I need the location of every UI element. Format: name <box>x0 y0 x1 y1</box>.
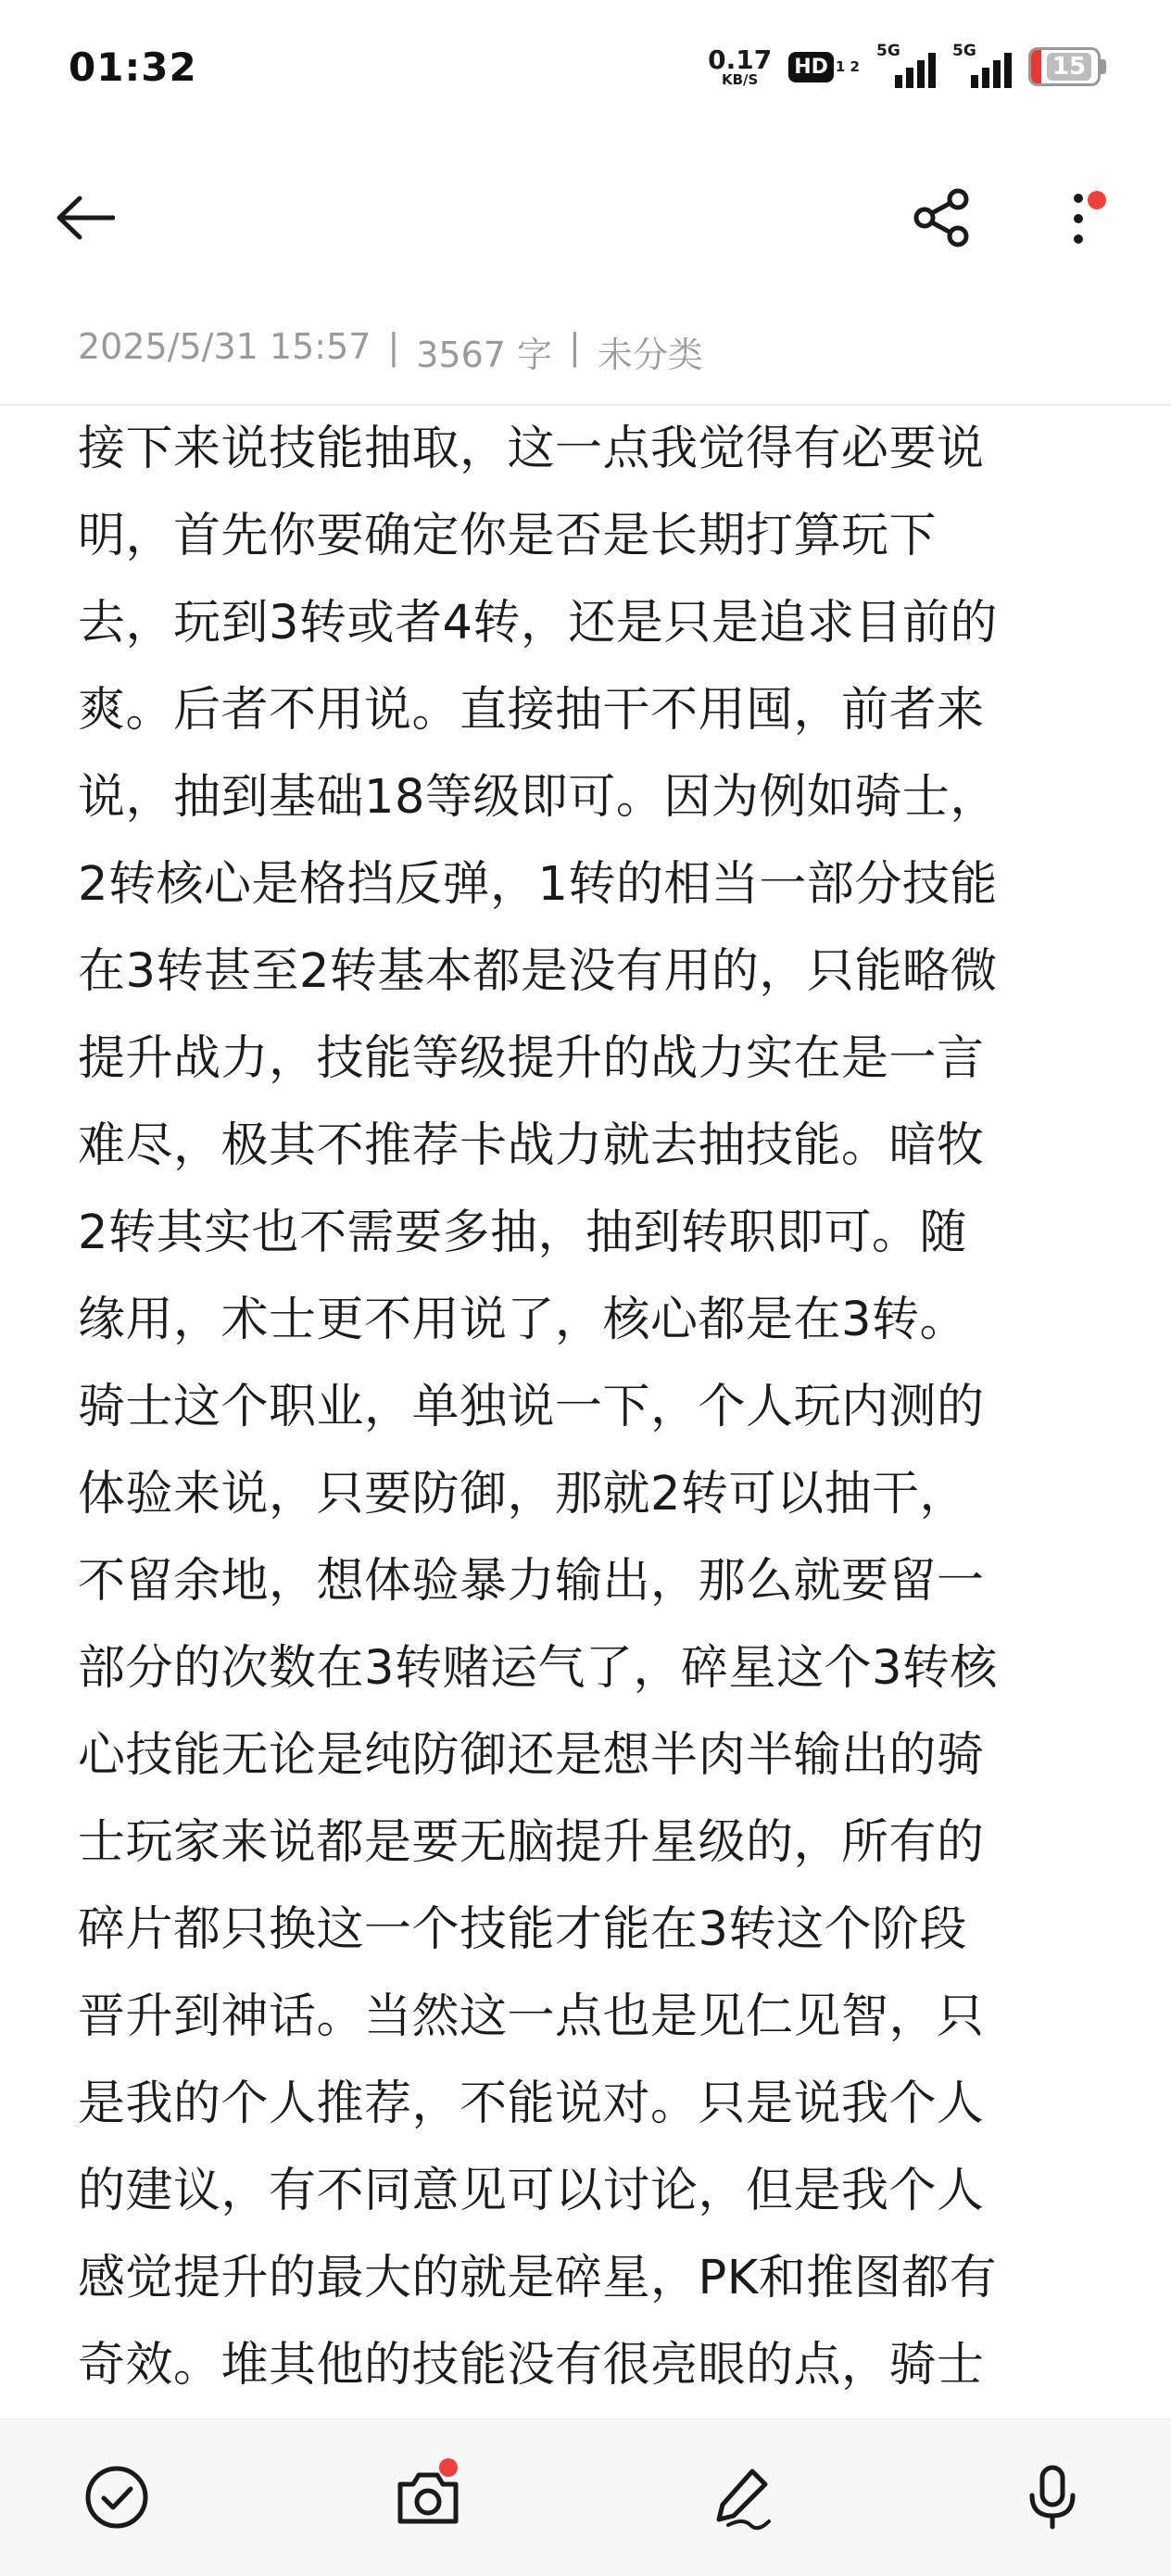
note-body-line: 是我的个人推荐，不能说对。只是说我个人 <box>78 2077 985 2131</box>
note-body-line: 接下来说技能抽取，这一点我觉得有必要说 <box>78 422 985 476</box>
sim2-label: 5G <box>952 42 976 60</box>
handwriting-button[interactable] <box>697 2451 789 2544</box>
camera-badge <box>439 2458 458 2477</box>
arrow-left-icon <box>56 195 115 241</box>
note-body-line: 缘用，术士更不用说了，核心都是在3转。 <box>78 1293 967 1347</box>
note-body-line: 的建议，有不同意见可以讨论，但是我个人 <box>78 2164 985 2218</box>
hd-label: HD <box>788 52 834 82</box>
note-body-line: 体验来说，只要防御，那就2转可以抽干， <box>78 1467 967 1522</box>
camera-icon <box>395 2468 461 2527</box>
note-date: 2025/5/31 15:57 <box>78 326 371 367</box>
note-body-line: 去，玩到3转或者4转，还是只是追求目前的 <box>78 596 998 650</box>
app-bar <box>0 167 1171 269</box>
note-body-line: 感觉提升的最大的就是碎星，PK和推图都有 <box>78 2251 998 2305</box>
note-body-line: 奇效。堆其他的技能没有很亮眼的点，骑士 <box>78 2338 985 2393</box>
signal-sim1-icon <box>876 42 936 88</box>
note-body-line: 明，首先你要确定你是否是长期打算玩下 <box>78 509 938 563</box>
note-body-line: 爽。后者不用说。直接抽干不用囤，前者来 <box>78 683 985 738</box>
back-button[interactable] <box>48 185 122 250</box>
status-bar <box>0 0 1171 139</box>
signal-sim2-icon <box>952 42 1012 88</box>
note-body-line: 骑士这个职业，单独说一下，个人玩内测的 <box>78 1380 985 1434</box>
note-body[interactable] <box>78 406 1097 2409</box>
share-button[interactable] <box>900 185 984 250</box>
note-category[interactable]: 未分类 <box>597 335 703 375</box>
hd-icon <box>788 52 860 82</box>
net-speed-unit: KB/S <box>721 70 759 88</box>
note-body-line: 说，抽到基础18等级即可。因为例如骑士， <box>78 770 998 825</box>
pen-icon <box>710 2464 776 2531</box>
note-body-line: 提升战力，技能等级提升的战力实在是一言 <box>78 1031 985 1086</box>
notification-dot <box>1088 191 1106 209</box>
more-vertical-icon <box>1069 191 1088 246</box>
note-body-line: 2转核心是格挡反弹，1转的相当一部分技能 <box>78 857 998 912</box>
battery-level: 15 <box>1047 53 1091 81</box>
voice-input-button[interactable] <box>1006 2451 1099 2544</box>
note-body-line: 不留余地，想体验暴力输出，那么就要留一 <box>78 1554 985 1609</box>
note-body-line: 士玩家来说都是要无脑提升星级的，所有的 <box>78 1815 985 1870</box>
check-circle-icon <box>83 2464 150 2531</box>
meta-separator: | <box>569 326 581 367</box>
camera-button[interactable] <box>382 2451 474 2544</box>
more-button[interactable] <box>1041 182 1115 256</box>
note-body-line: 心技能无论是纯防御还是想半肉半输出的骑 <box>78 1728 985 1783</box>
note-body-line: 部分的次数在3转赌运气了，碎星这个3转核 <box>78 1641 998 1696</box>
note-body-line: 碎片都只换这一个技能才能在3转这个阶段 <box>78 1902 967 1957</box>
note-body-line: 在3转甚至2转基本都是没有用的，只能略微 <box>78 944 998 999</box>
net-speed <box>708 44 773 88</box>
status-icons <box>708 43 1106 91</box>
note-meta <box>78 326 703 377</box>
checklist-button[interactable] <box>70 2451 163 2544</box>
bottom-toolbar <box>0 2418 1171 2576</box>
note-body-line: 2转其实也不需要多抽，抽到转职即可。随 <box>78 1206 967 1260</box>
note-body-line: 晋升到神话。当然这一点也是见仁见智，只 <box>78 1989 985 2044</box>
meta-separator: | <box>387 326 400 367</box>
note-word-count: 3567 字 <box>416 335 553 375</box>
microphone-icon <box>1025 2464 1080 2531</box>
hd-sub: 1 2 <box>835 57 860 75</box>
sim1-label: 5G <box>876 42 900 60</box>
status-time: 01:32 <box>69 44 197 90</box>
net-speed-value: 0.17 <box>708 44 773 75</box>
battery-icon <box>1028 47 1101 86</box>
share-icon <box>912 187 973 248</box>
note-body-line: 难尽，极其不推荐卡战力就去抽技能。暗牧 <box>78 1118 985 1173</box>
